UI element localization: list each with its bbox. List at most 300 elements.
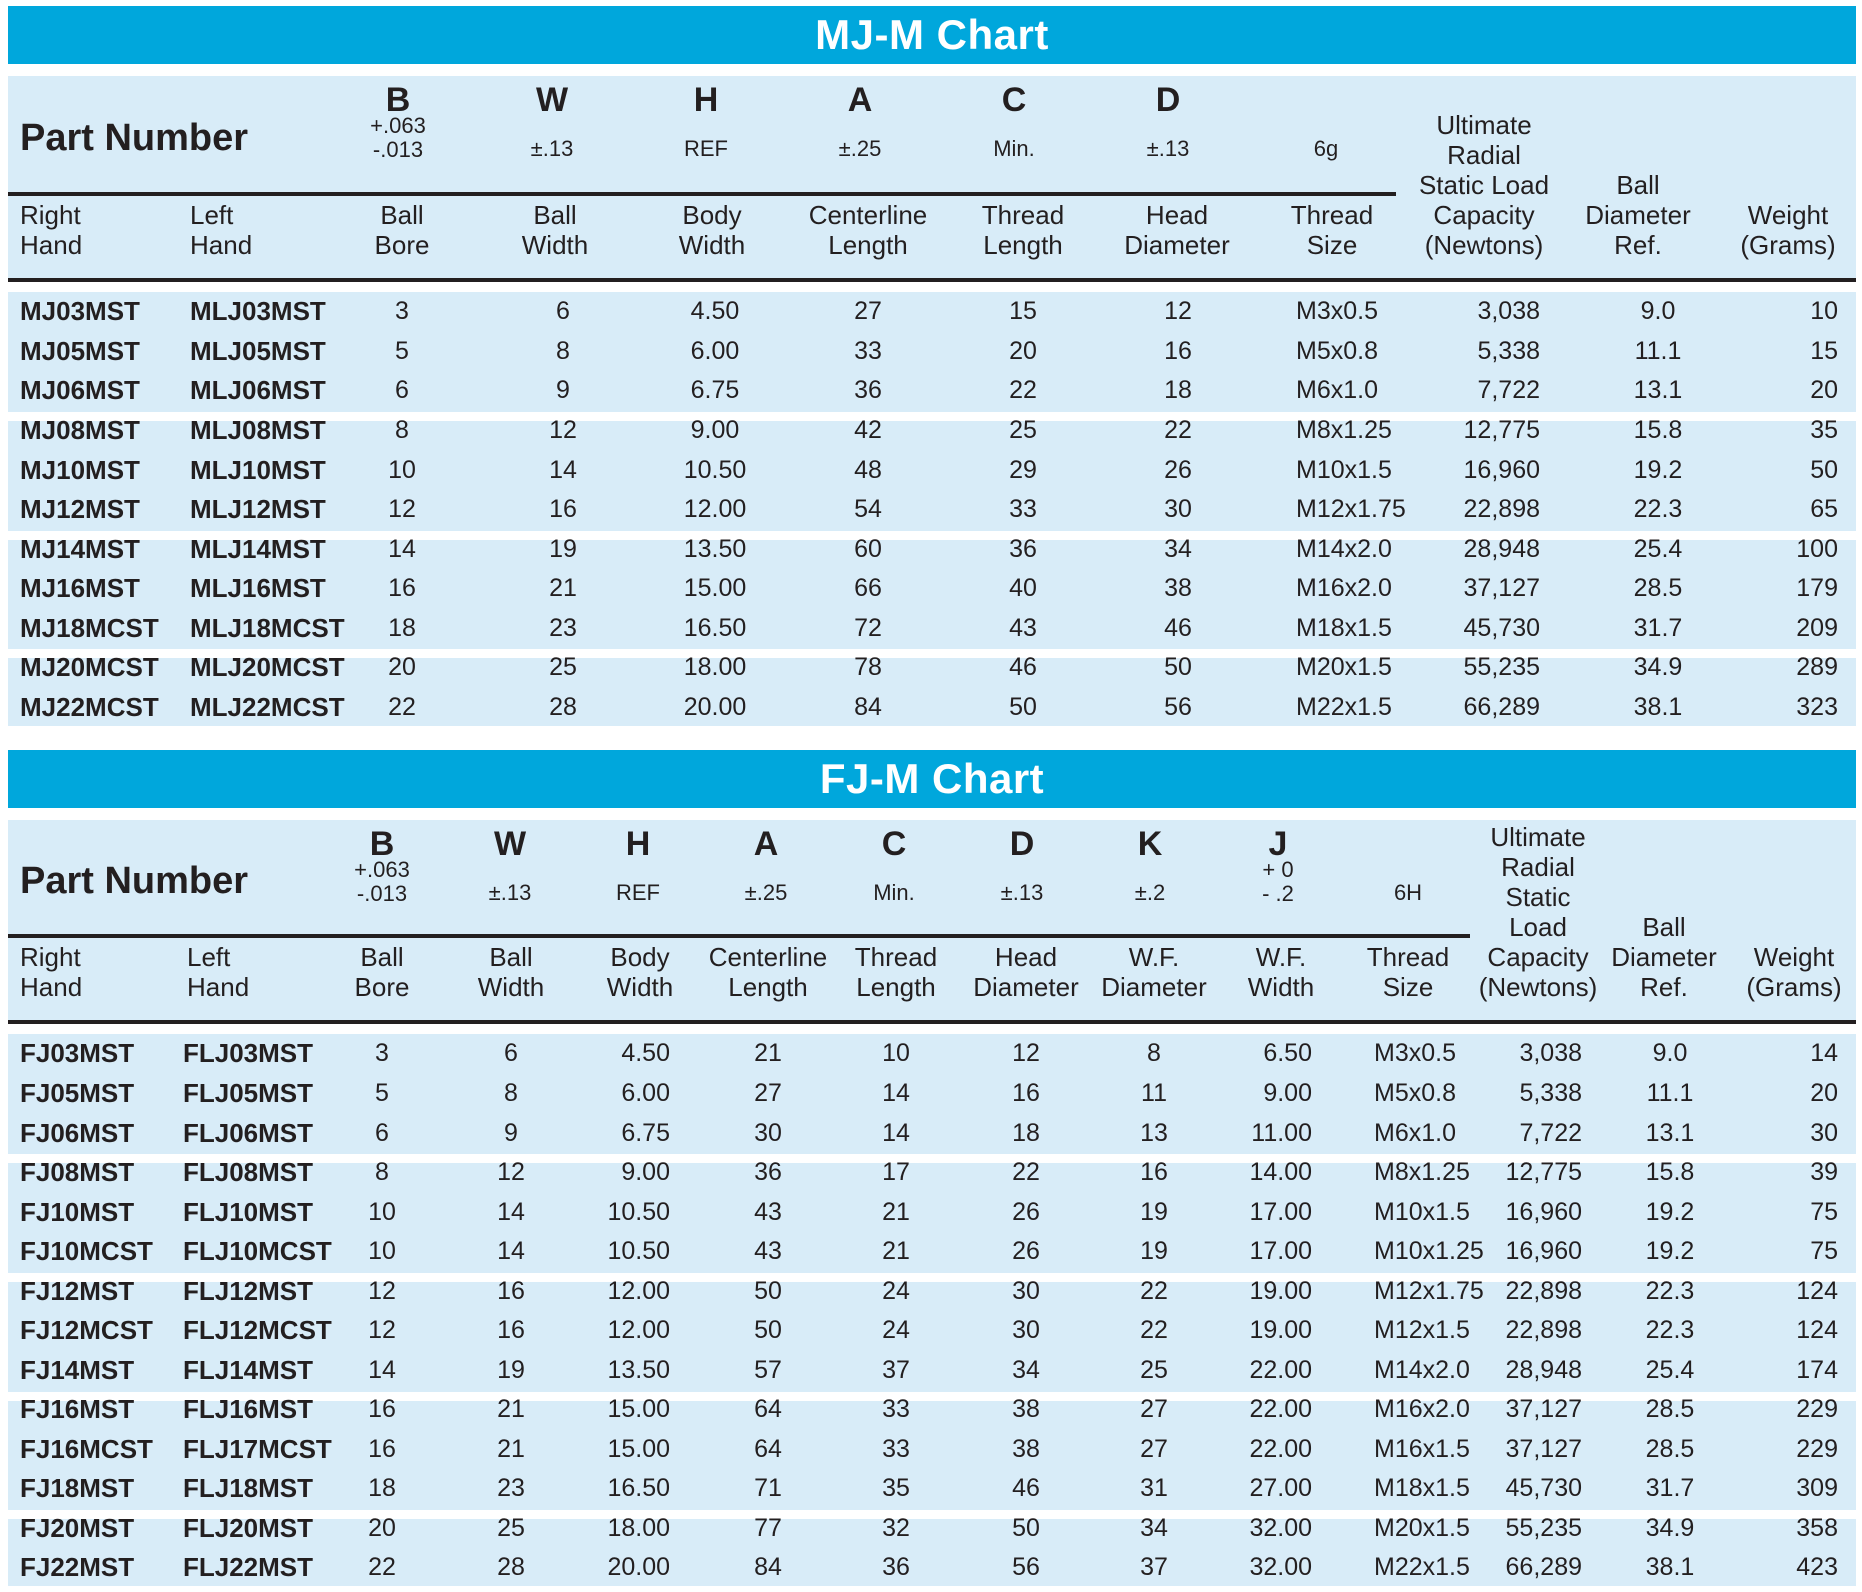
fj-table-cell: 27.00: [1249, 1474, 1312, 1502]
fj-table-cell: 33: [882, 1395, 910, 1423]
fj-table-cell: 309: [1796, 1474, 1838, 1502]
mj-table-cell: MJ14MST: [20, 534, 140, 564]
fj-table-cell: 35: [882, 1474, 910, 1502]
fj-table-cell: 8: [375, 1158, 389, 1186]
mj-table-cell: 10.50: [683, 456, 747, 484]
mj-table-cell: 3,038: [1477, 297, 1540, 325]
fj-table-cell: 37: [1140, 1553, 1168, 1581]
mj-table-cell: 25.4: [1633, 535, 1683, 563]
mj-column-label: Ball Diameter Ref.: [1585, 170, 1691, 260]
fj-table-cell: 14: [882, 1079, 910, 1107]
fj-table-cell: 423: [1796, 1553, 1838, 1581]
fj-column-label: Weight (Grams): [1746, 942, 1842, 1002]
mj-table-cell: 18.00: [683, 653, 747, 681]
fj-table-cell: 21: [497, 1395, 525, 1423]
fj-table-cell: 22.00: [1249, 1356, 1312, 1384]
fj-table-cell: 84: [754, 1553, 782, 1581]
mj-table-cell: 18: [388, 614, 416, 642]
mj-table-cell: MJ20MCST: [20, 652, 159, 682]
fj-table-cell: M20x1.5: [1374, 1514, 1470, 1542]
mj-dimension-letter: D: [1155, 81, 1181, 119]
fj-table-cell: M6x1.0: [1374, 1119, 1456, 1147]
fj-dimension-letter: W: [493, 825, 527, 863]
fj-table-cell: FJ03MST: [20, 1038, 135, 1068]
fj-table-cell: 39: [1810, 1158, 1838, 1186]
fj-table-cell: 124: [1796, 1316, 1838, 1344]
mj-table-cell: MJ12MST: [20, 494, 140, 524]
mj-table-cell: 19.2: [1633, 456, 1683, 484]
fj-table-cell: 50: [754, 1316, 782, 1344]
fj-table-cell: 27: [754, 1079, 782, 1107]
fj-table-cell: 16: [1012, 1079, 1040, 1107]
mj-table-cell: 22: [1009, 376, 1037, 404]
mj-table-cell: 11.1: [1634, 337, 1682, 365]
mj-column-label: Thread Length: [981, 200, 1065, 260]
fj-table-cell: 37,127: [1505, 1435, 1582, 1463]
mj-table-cell: 100: [1796, 535, 1838, 563]
mj-table-cell: 209: [1796, 614, 1838, 642]
mj-table-cell: MJ08MST: [20, 415, 140, 445]
mj-table-cell: 38.1: [1633, 693, 1683, 721]
mj-table-cell: 50: [1164, 653, 1192, 681]
fj-column-label: Thread Size: [1366, 942, 1450, 1002]
mj-table-cell: 72: [854, 614, 882, 642]
mj-table-cell: MJ06MST: [20, 375, 140, 405]
mj-table-cell: 78: [854, 653, 882, 681]
fj-table-cell: 8: [1147, 1039, 1161, 1067]
fj-part-number-heading: Part Number: [20, 860, 249, 902]
mj-table-cell: 15: [1810, 337, 1838, 365]
fj-table-cell: FJ20MST: [20, 1513, 135, 1543]
fj-table-cell: 22.00: [1249, 1395, 1312, 1423]
fj-table-cell: FJ12MST: [20, 1276, 135, 1306]
fj-table-cell: 10: [368, 1198, 396, 1226]
fj-table-cell: 124: [1796, 1277, 1838, 1305]
mj-table-cell: 34: [1164, 535, 1192, 563]
fj-dimension-tolerance: ±.13: [1000, 880, 1044, 905]
mj-table-cell: 10: [388, 456, 416, 484]
mj-table-cell: 40: [1009, 574, 1037, 602]
mj-table-cell: 18: [1164, 376, 1192, 404]
fj-column-label: Right Hand: [20, 942, 83, 1002]
fj-column-label: W.F. Diameter: [1101, 942, 1207, 1002]
mj-column-label: Head Diameter: [1124, 200, 1230, 260]
mj-table-cell: 22.3: [1633, 495, 1683, 523]
mj-table-cell: 16: [1164, 337, 1192, 365]
mj-table-cell: 8: [395, 416, 409, 444]
mj-table-cell: 22: [388, 693, 416, 721]
mj-table-cell: 15.00: [683, 574, 747, 602]
mj-dimension-tolerance: ±.13: [1146, 136, 1190, 161]
fj-table-cell: 19.00: [1249, 1277, 1312, 1305]
fj-table-cell: FLJ06MST: [183, 1118, 314, 1148]
fj-table-cell: 28.5: [1645, 1435, 1695, 1463]
mj-table-cell: 22,898: [1463, 495, 1540, 523]
fj-table-cell: 16: [497, 1277, 525, 1305]
fj-table-cell: 15.00: [607, 1435, 670, 1463]
fj-dimension-letter: C: [881, 825, 907, 863]
fj-table-cell: 75: [1810, 1198, 1838, 1226]
fj-table-cell: 34.9: [1645, 1514, 1695, 1542]
fj-table-cell: 19.00: [1249, 1316, 1312, 1344]
fj-table-cell: 6: [504, 1039, 518, 1067]
mj-table-cell: 28: [549, 693, 577, 721]
fj-table-cell: FLJ17MCST: [183, 1434, 332, 1464]
mj-table-cell: 26: [1164, 456, 1192, 484]
fj-table-cell: 20: [1810, 1079, 1838, 1107]
fj-dimension-letter: D: [1009, 825, 1035, 863]
fj-table-cell: 3,038: [1519, 1039, 1582, 1067]
mj-table-cell: 13.50: [683, 535, 747, 563]
mj-table-cell: MLJ12MST: [190, 494, 326, 524]
fj-dimension-tolerance: REF: [616, 880, 660, 905]
mj-table-cell: M10x1.5: [1296, 456, 1392, 484]
fj-table-cell: 14: [497, 1198, 525, 1226]
fj-table-cell: FLJ08MST: [183, 1157, 314, 1187]
fj-table-cell: 27: [1140, 1395, 1168, 1423]
fj-dimension-letter: B: [369, 825, 395, 863]
fj-table-cell: 16,960: [1505, 1198, 1582, 1226]
mj-table-cell: 46: [1009, 653, 1037, 681]
mj-table-cell: 38: [1164, 574, 1192, 602]
fj-table-cell: 358: [1796, 1514, 1838, 1542]
fj-table-cell: FLJ14MST: [183, 1355, 314, 1385]
fj-table-cell: 21: [882, 1198, 910, 1226]
fj-table-cell: 43: [754, 1237, 782, 1265]
fj-table-cell: M10x1.25: [1374, 1237, 1484, 1265]
fj-table-cell: 11.1: [1646, 1079, 1694, 1107]
fj-column-label: Ball Width: [477, 942, 545, 1002]
fj-table-cell: 45,730: [1505, 1474, 1582, 1502]
fj-table-cell: FJ22MST: [20, 1552, 135, 1582]
fj-table-cell: M12x1.75: [1374, 1277, 1484, 1305]
fj-column-label: Head Diameter: [973, 942, 1079, 1002]
fj-table-cell: 8: [504, 1079, 518, 1107]
fj-header-rule: [8, 1020, 1856, 1024]
mj-table-cell: 42: [854, 416, 882, 444]
fj-table-cell: 19.2: [1645, 1198, 1695, 1226]
fj-table-cell: 19: [1140, 1237, 1168, 1265]
mj-column-label: Ultimate Radial Static Load Capacity (Newtons): [1418, 110, 1550, 260]
fj-table-cell: 16,960: [1505, 1237, 1582, 1265]
fj-table-cell: 32.00: [1249, 1514, 1312, 1542]
fj-table-cell: 22,898: [1505, 1277, 1582, 1305]
fj-table-cell: 17.00: [1249, 1198, 1312, 1226]
fj-table-cell: 31.7: [1645, 1474, 1695, 1502]
mj-table-cell: 31.7: [1633, 614, 1683, 642]
fj-dimension-tolerance: 6H: [1393, 880, 1423, 905]
mj-dimension-tolerance: ±.25: [838, 136, 882, 161]
fj-table-cell: 20: [368, 1514, 396, 1542]
mj-table-cell: 33: [854, 337, 882, 365]
fj-table-cell: 17.00: [1249, 1237, 1312, 1265]
fj-table-cell: 13.50: [607, 1356, 670, 1384]
fj-table-cell: M14x2.0: [1374, 1356, 1470, 1384]
fj-table-cell: 56: [1012, 1553, 1040, 1581]
mj-column-label: Ball Bore: [374, 200, 430, 260]
fj-column-label: Ball Diameter Ref.: [1611, 912, 1717, 1002]
mj-table-cell: M16x2.0: [1296, 574, 1392, 602]
mj-column-label: Body Width: [678, 200, 746, 260]
fj-table-cell: 19.2: [1645, 1237, 1695, 1265]
fj-table-cell: 11: [1141, 1079, 1167, 1107]
mj-table-cell: 16,960: [1463, 456, 1540, 484]
mj-table-cell: 5,338: [1477, 337, 1540, 365]
fj-column-label: Ultimate Radial Static Load Capacity (Newtons): [1478, 822, 1598, 1002]
mj-table-cell: M18x1.5: [1296, 614, 1392, 642]
mj-table-cell: M12x1.75: [1296, 495, 1406, 523]
fj-dimension-letter: K: [1137, 825, 1163, 863]
mj-table-cell: 23: [549, 614, 577, 642]
fj-column-label: Body Width: [606, 942, 674, 1002]
mj-table-cell: 46: [1164, 614, 1192, 642]
fj-table-cell: 20.00: [607, 1553, 670, 1581]
fj-dimension-letter: J: [1268, 825, 1288, 863]
mj-table-cell: 14: [549, 456, 577, 484]
fj-table-cell: FJ16MCST: [20, 1434, 153, 1464]
fj-table-cell: 25: [497, 1514, 525, 1542]
fj-table-cell: 22,898: [1505, 1316, 1582, 1344]
mj-table-cell: 9.0: [1640, 297, 1676, 325]
fj-table-cell: FJ05MST: [20, 1078, 135, 1108]
fj-table-cell: 6.00: [621, 1079, 670, 1107]
fj-column-label: Centerline Length: [708, 942, 828, 1002]
mj-table-cell: 20: [1009, 337, 1037, 365]
fj-dimension-tolerance: ±.2: [1134, 880, 1166, 905]
fj-table-cell: 9.0: [1652, 1039, 1688, 1067]
fj-table-cell: 21: [882, 1237, 910, 1265]
fj-table-cell: 25.4: [1645, 1356, 1695, 1384]
fj-table-cell: 9: [504, 1119, 518, 1147]
fj-table-cell: 229: [1796, 1435, 1838, 1463]
fj-table-cell: 26: [1012, 1198, 1040, 1226]
mj-table-cell: 9: [556, 376, 570, 404]
fj-table-cell: 64: [754, 1395, 782, 1423]
mj-table-cell: 3: [395, 297, 409, 325]
fj-table-cell: FLJ16MST: [183, 1394, 314, 1424]
fj-table-cell: 32: [882, 1514, 910, 1542]
mj-table-cell: 9.00: [690, 416, 740, 444]
fj-table-cell: 22: [1140, 1277, 1168, 1305]
fj-dimension-tolerance: Min.: [873, 880, 915, 905]
fj-table-cell: 12: [497, 1158, 525, 1186]
fj-table-cell: 30: [1012, 1277, 1040, 1305]
fj-table-cell: FLJ18MST: [183, 1473, 314, 1503]
fj-column-label: Left Hand: [187, 942, 250, 1002]
mj-table-cell: 7,722: [1477, 376, 1540, 404]
fj-table-cell: 50: [1012, 1514, 1040, 1542]
mj-dimension-letter: A: [847, 81, 873, 119]
fj-table-cell: 37,127: [1505, 1395, 1582, 1423]
mj-table-cell: 12: [1164, 297, 1192, 325]
fj-table-cell: 16: [368, 1395, 396, 1423]
mj-table-cell: 289: [1796, 653, 1838, 681]
mj-table-cell: MJ18MCST: [20, 613, 159, 643]
fj-table-cell: 55,235: [1505, 1514, 1582, 1542]
fj-table-cell: 27: [1140, 1435, 1168, 1463]
mj-dimension-letter: H: [693, 81, 719, 119]
mj-table-cell: MJ05MST: [20, 336, 140, 366]
mj-table-cell: M22x1.5: [1296, 693, 1392, 721]
mj-table-cell: 8: [556, 337, 570, 365]
mj-table-cell: 21: [549, 574, 577, 602]
mj-chart-title: MJ-M Chart: [8, 6, 1856, 64]
fj-table-cell: 75: [1810, 1237, 1838, 1265]
mj-table-cell: M6x1.0: [1296, 376, 1378, 404]
mj-table-cell: M8x1.25: [1296, 416, 1392, 444]
fj-dimension-tolerance: ±.25: [744, 880, 788, 905]
fj-table-cell: 12: [1012, 1039, 1040, 1067]
mj-table-cell: M3x0.5: [1296, 297, 1378, 325]
fj-table-cell: 12.00: [607, 1316, 670, 1344]
mj-table-cell: 29: [1009, 456, 1037, 484]
fj-table-cell: 36: [754, 1158, 782, 1186]
fj-table-cell: 43: [754, 1198, 782, 1226]
fj-table-cell: 18.00: [607, 1514, 670, 1542]
fj-table-cell: 12,775: [1505, 1158, 1582, 1186]
fj-table-cell: 33: [882, 1435, 910, 1463]
fj-table-cell: FLJ10MST: [183, 1197, 314, 1227]
mj-table-cell: 179: [1796, 574, 1838, 602]
mj-table-cell: 14: [388, 535, 416, 563]
fj-table-cell: 13.1: [1645, 1119, 1695, 1147]
fj-table-cell: 21: [497, 1435, 525, 1463]
fj-table-cell: 11.00: [1251, 1119, 1312, 1147]
fj-table-cell: M12x1.5: [1374, 1316, 1470, 1344]
fj-table-cell: 71: [754, 1474, 782, 1502]
fj-chart-title: FJ-M Chart: [8, 750, 1856, 808]
mj-column-label: Right Hand: [20, 200, 83, 260]
fj-table-cell: M16x1.5: [1374, 1435, 1470, 1463]
mj-column-label: Centerline Length: [808, 200, 928, 260]
mj-dimension-letter: B: [385, 81, 411, 119]
mj-table-cell: MJ22MCST: [20, 692, 159, 722]
mj-header-divider: [8, 192, 1396, 196]
fj-table-cell: 37: [882, 1356, 910, 1384]
mj-table-cell: 15: [1009, 297, 1037, 325]
mj-column-label: Weight (Grams): [1740, 200, 1836, 260]
fj-table-cell: 14: [368, 1356, 396, 1384]
mj-table-cell: 56: [1164, 693, 1192, 721]
fj-table-cell: 5,338: [1519, 1079, 1582, 1107]
mj-table-cell: 65: [1810, 495, 1838, 523]
mj-table-cell: 20.00: [683, 693, 747, 721]
fj-table-cell: 19: [497, 1356, 525, 1384]
fj-column-label: W.F. Width: [1247, 942, 1315, 1002]
fj-table-cell: 19: [1140, 1198, 1168, 1226]
fj-table-cell: 22: [1012, 1158, 1040, 1186]
mj-table-cell: 25: [549, 653, 577, 681]
fj-table-cell: 10.50: [607, 1198, 670, 1226]
mj-column-label: Ball Width: [521, 200, 589, 260]
fj-table-cell: 10: [882, 1039, 910, 1067]
mj-table-cell: 12: [549, 416, 577, 444]
mj-table-cell: MLJ18MCST: [190, 613, 345, 643]
fj-table-cell: 22: [368, 1553, 396, 1581]
fj-column-label: Ball Bore: [354, 942, 410, 1002]
mj-table-cell: 4.50: [690, 297, 740, 325]
fj-table-cell: 7,722: [1519, 1119, 1582, 1147]
fj-table-cell: 28.5: [1645, 1395, 1695, 1423]
fj-table-cell: 22.3: [1645, 1277, 1695, 1305]
mj-table-cell: MLJ10MST: [190, 455, 326, 485]
mj-dimension-tolerance: 6g: [1313, 136, 1339, 161]
mj-table-cell: 28,948: [1463, 535, 1540, 563]
fj-table-cell: FJ12MCST: [20, 1315, 153, 1345]
mj-table-cell: 5: [395, 337, 409, 365]
fj-table-cell: M5x0.8: [1374, 1079, 1456, 1107]
fj-table-cell: 28,948: [1505, 1356, 1582, 1384]
mj-table-cell: 48: [854, 456, 882, 484]
mj-table-cell: 55,235: [1463, 653, 1540, 681]
mj-dimension-letter: C: [1001, 81, 1027, 119]
mj-table-cell: MJ03MST: [20, 296, 140, 326]
fj-table-cell: FJ18MST: [20, 1473, 135, 1503]
fj-table-cell: 22.3: [1645, 1316, 1695, 1344]
fj-table-cell: 18: [368, 1474, 396, 1502]
mj-table-cell: 30: [1164, 495, 1192, 523]
mj-table-cell: 323: [1796, 693, 1838, 721]
mj-table-cell: 16: [388, 574, 416, 602]
fj-table-cell: 14.00: [1249, 1158, 1312, 1186]
mj-table-cell: 13.1: [1633, 376, 1683, 404]
mj-table-cell: 19: [549, 535, 577, 563]
fj-table-cell: M18x1.5: [1374, 1474, 1470, 1502]
mj-table-cell: 60: [854, 535, 882, 563]
fj-table-cell: FLJ12MCST: [183, 1315, 332, 1345]
mj-table-cell: 12.00: [683, 495, 747, 523]
fj-table-cell: 9.00: [1263, 1079, 1312, 1107]
mj-table-cell: 50: [1810, 456, 1838, 484]
fj-table-cell: 38: [1012, 1435, 1040, 1463]
mj-table-cell: 33: [1009, 495, 1037, 523]
mj-dimension-tolerance: REF: [684, 136, 728, 161]
mj-table-cell: 10: [1810, 297, 1838, 325]
mj-dimension-tolerance: +.063 -.013: [370, 113, 426, 162]
fj-table-cell: 22: [1140, 1316, 1168, 1344]
fj-table-cell: FJ16MST: [20, 1394, 135, 1424]
fj-table-cell: 16.50: [607, 1474, 670, 1502]
fj-table-cell: 13: [1140, 1119, 1168, 1147]
fj-table-cell: 15.00: [607, 1395, 670, 1423]
fj-table-cell: 30: [1810, 1119, 1838, 1147]
fj-table-cell: 77: [754, 1514, 782, 1542]
fj-table-cell: 10: [368, 1237, 396, 1265]
fj-table-cell: 25: [1140, 1356, 1168, 1384]
mj-table-cell: MLJ06MST: [190, 375, 326, 405]
mj-table-cell: 16.50: [683, 614, 747, 642]
fj-table-cell: 6: [375, 1119, 389, 1147]
mj-table-cell: 16: [549, 495, 577, 523]
mj-table-cell: 66,289: [1463, 693, 1540, 721]
mj-table-cell: 66: [854, 574, 882, 602]
mj-dimension-tolerance: ±.13: [530, 136, 574, 161]
fj-table-cell: FLJ10MCST: [183, 1236, 332, 1266]
mj-table-cell: MLJ03MST: [190, 296, 326, 326]
mj-table-cell: 25: [1009, 416, 1037, 444]
fj-table-cell: 22.00: [1249, 1435, 1312, 1463]
fj-table-cell: FLJ22MST: [183, 1552, 314, 1582]
fj-table-cell: 34: [1140, 1514, 1168, 1542]
fj-table-cell: 14: [882, 1119, 910, 1147]
fj-table-cell: 229: [1796, 1395, 1838, 1423]
fj-table-cell: FLJ03MST: [183, 1038, 314, 1068]
fj-table-cell: FJ10MST: [20, 1197, 135, 1227]
fj-table-cell: FLJ12MST: [183, 1276, 314, 1306]
fj-table-cell: 3: [375, 1039, 389, 1067]
mj-table-cell: 6.75: [690, 376, 740, 404]
mj-table-cell: 20: [388, 653, 416, 681]
